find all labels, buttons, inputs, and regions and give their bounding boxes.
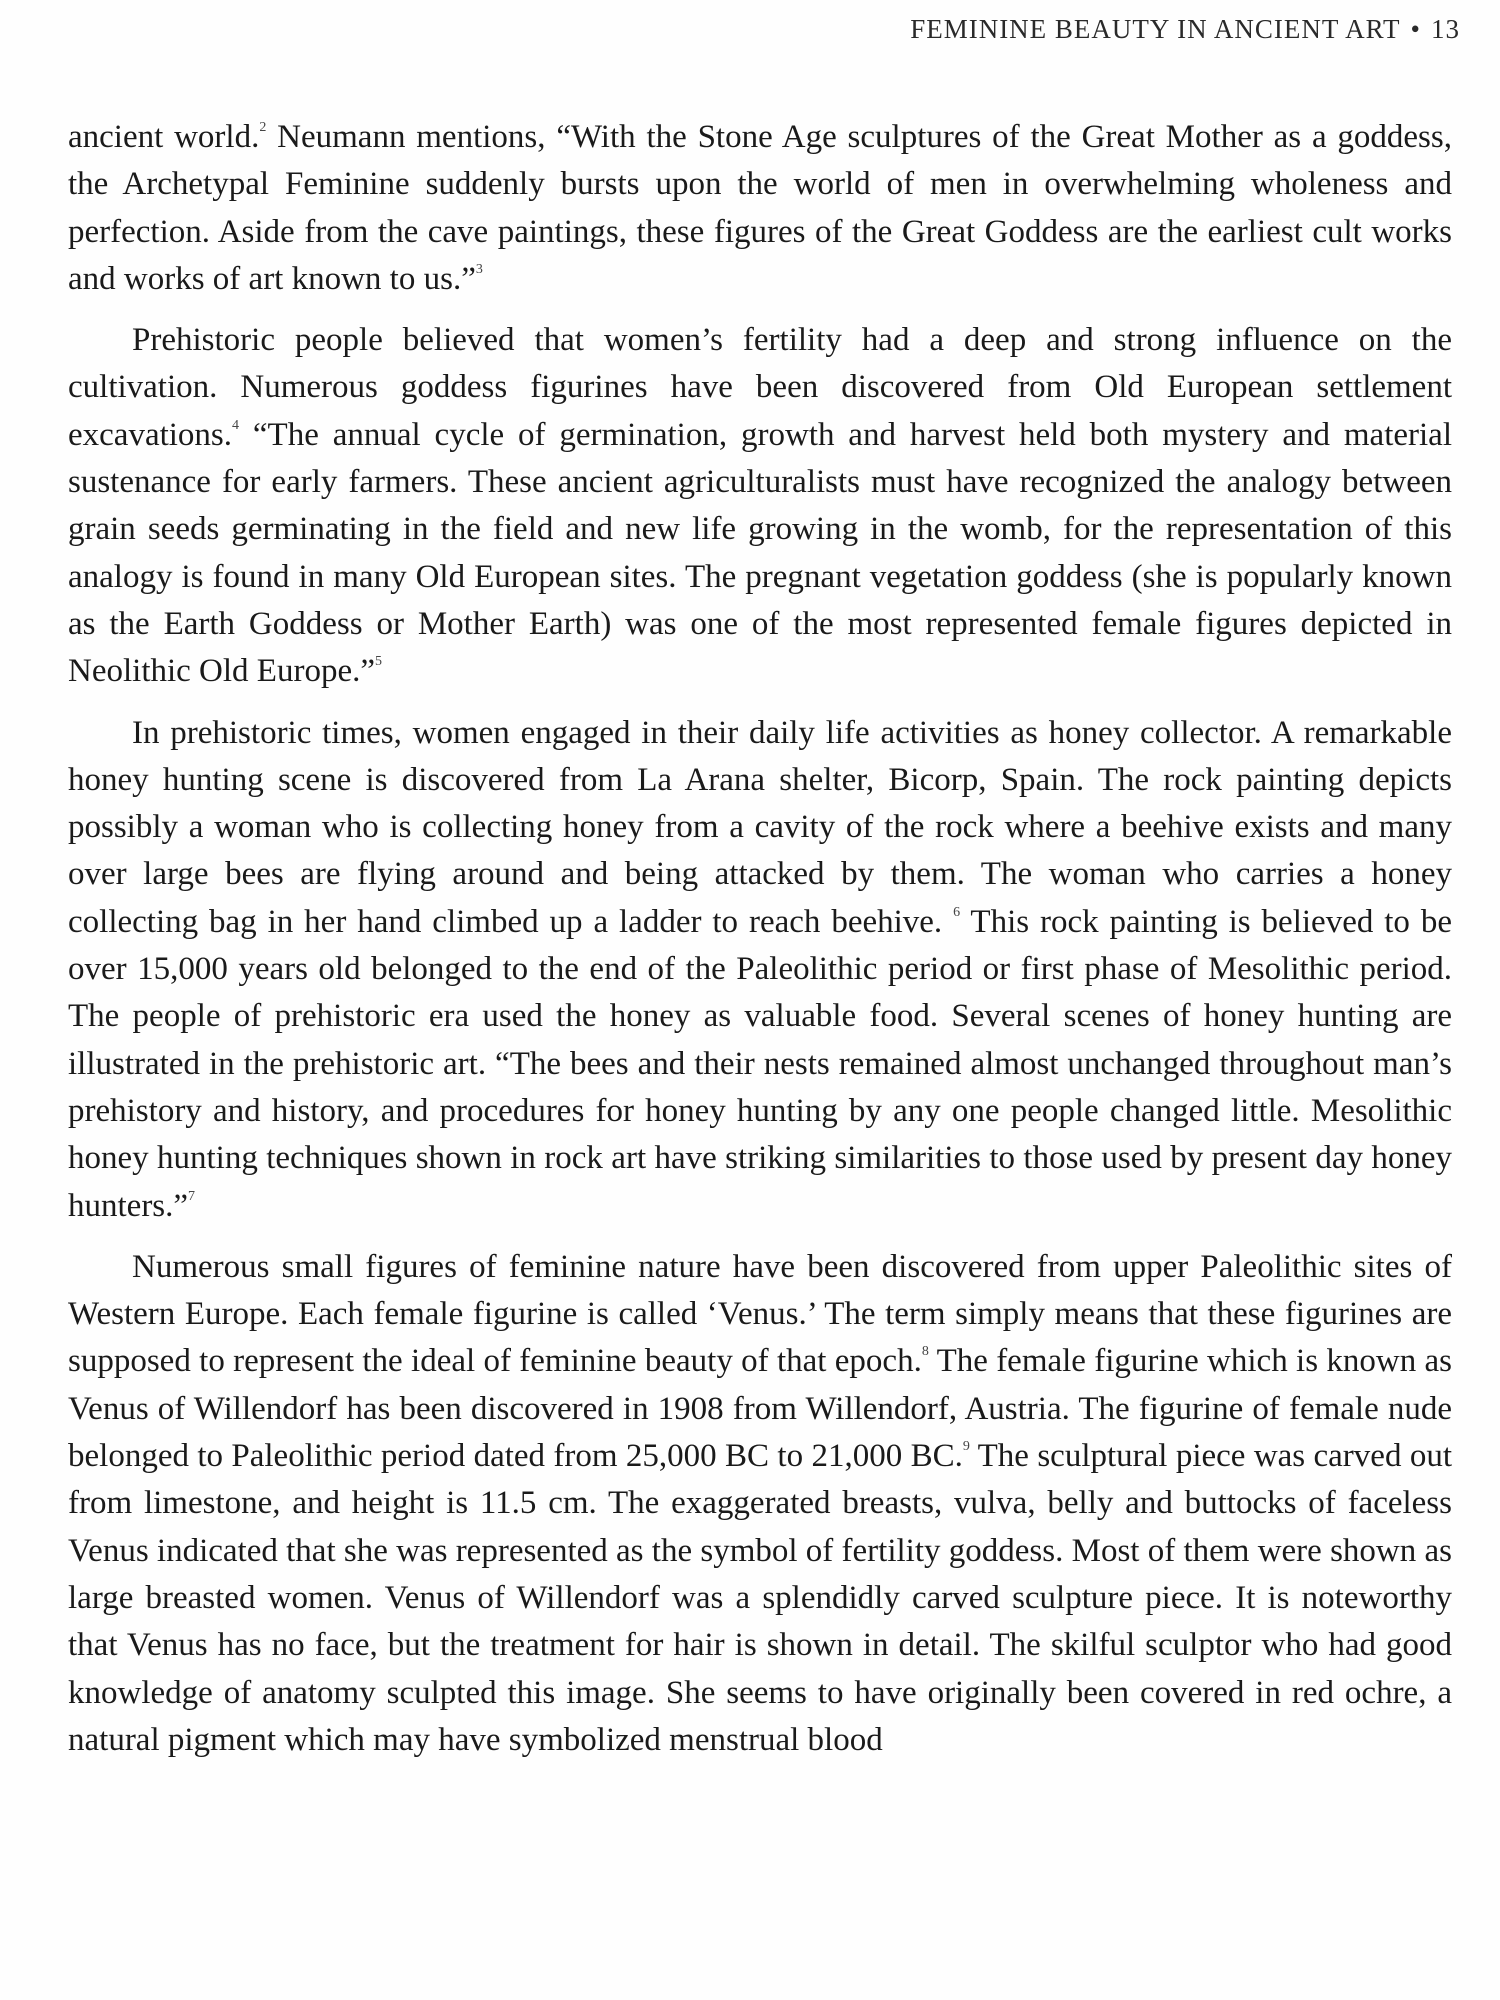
footnote-ref: 9 [962,1439,970,1455]
page-number: 13 [1431,14,1460,44]
footnote-ref: 8 [921,1344,929,1360]
footnote-ref: 7 [188,1188,196,1204]
footnote-ref: 6 [953,904,961,920]
footnote-ref: 4 [232,417,240,433]
text-run: Neumann mentions, “With the Stone Age sculptures of the Great Mother as a goddess, the Archetypal Feminine suddenly bursts upon the world of men in overwhelming wholeness and perfection. Aside from the cave paintings, these figures of the Great Goddess are the earliest cult works and works of art known to us.” [68,119,1452,297]
text-run: Prehistoric people believed that women’s fertility had a deep and strong influence on the cultivation. Numerous goddess figurines have been discovered from Old European settlement excavations. [68,322,1452,453]
footnote-ref: 2 [259,120,267,135]
text-run: “The annual cycle of germination, growth and harvest held both mystery and material sustenance for early farmers. These ancient agriculturalists must have recognized the analogy between grain seeds germinating in the field and new life growing in the womb, for the representation of this analogy is found in many Old European sites. The pregnant vegetation goddess (she is popularly known as the Earth Goddess or Mother Earth) was one of the most represented female figures depicted in Neolithic Old Europe.” [68,416,1452,690]
paragraph-2 [68,317,1452,695]
running-header [910,14,1460,45]
paragraph-4 [68,1244,1452,1764]
text-run: Numerous small figures of feminine nature have been discovered from upper Paleolithic sites of Western Europe. Each female figurine is called ‘Venus.’ The term simply means that these figurines are supposed to represent the ideal of feminine beauty of that epoch. [68,1248,1452,1380]
footnote-ref: 3 [475,261,483,277]
text-run: The sculptural piece was carved out from limestone, and height is 11.5 cm. The exaggerated breasts, vulva, belly and buttocks of faceless Venus indicated that she was represented as the symbol of fertility goddess. Most of them were shown as large breasted women. Venus of Willendorf was a splendidly carved sculpture piece. It is noteworthy that Venus has no face, but the treatment for hair is shown in detail. The skilful sculptor who had good knowledge of anatomy sculpted this image. She seems to have originally been covered in red ochre, a natural pigment which may have symbolized menstrual blood [68,1438,1452,1758]
paragraph-3 [68,710,1452,1230]
text-run: This rock painting is believed to be over 15,000 years old belonged to the end of the Paleolithic period or first phase of Mesolithic period. The people of prehistoric era used the honey as valuable food. Several scenes of honey hunting are illustrated in the prehistoric art. “The bees and their nests remained almost unchanged throughout man’s prehistory and history, and procedures for honey hunting by any one people changed little. Mesolithic honey hunting techniques shown in rock art have striking similarities to those used by present day honey hunters.” [68,903,1452,1224]
footnote-ref: 5 [375,654,382,670]
body-text [68,114,1452,1778]
text-run: In prehistoric times, women engaged in their daily life activities as honey collector. A remarkable honey hunting scene is discovered from La Arana shelter, Bicorp, Spain. The rock painting depicts possibly a woman who is collecting honey from a cavity of the rock where a beehive exists and many over large bees are flying around and being attacked by them. The woman who carries a honey collecting bag in her hand climbed up a ladder to reach beehive. [68,714,1452,940]
text-run: ancient world. [68,119,260,155]
header-separator: • [1410,14,1421,44]
running-title: FEMININE BEAUTY IN ANCIENT ART [910,14,1401,44]
text-run: The female figurine which is known as Venus of Willendorf has been discovered in 1908 from Willendorf, Austria. The figurine of female nude belonged to Paleolithic period dated from 25,000 BC to 21,000 BC. [68,1343,1452,1475]
paragraph-1 [68,114,1452,303]
